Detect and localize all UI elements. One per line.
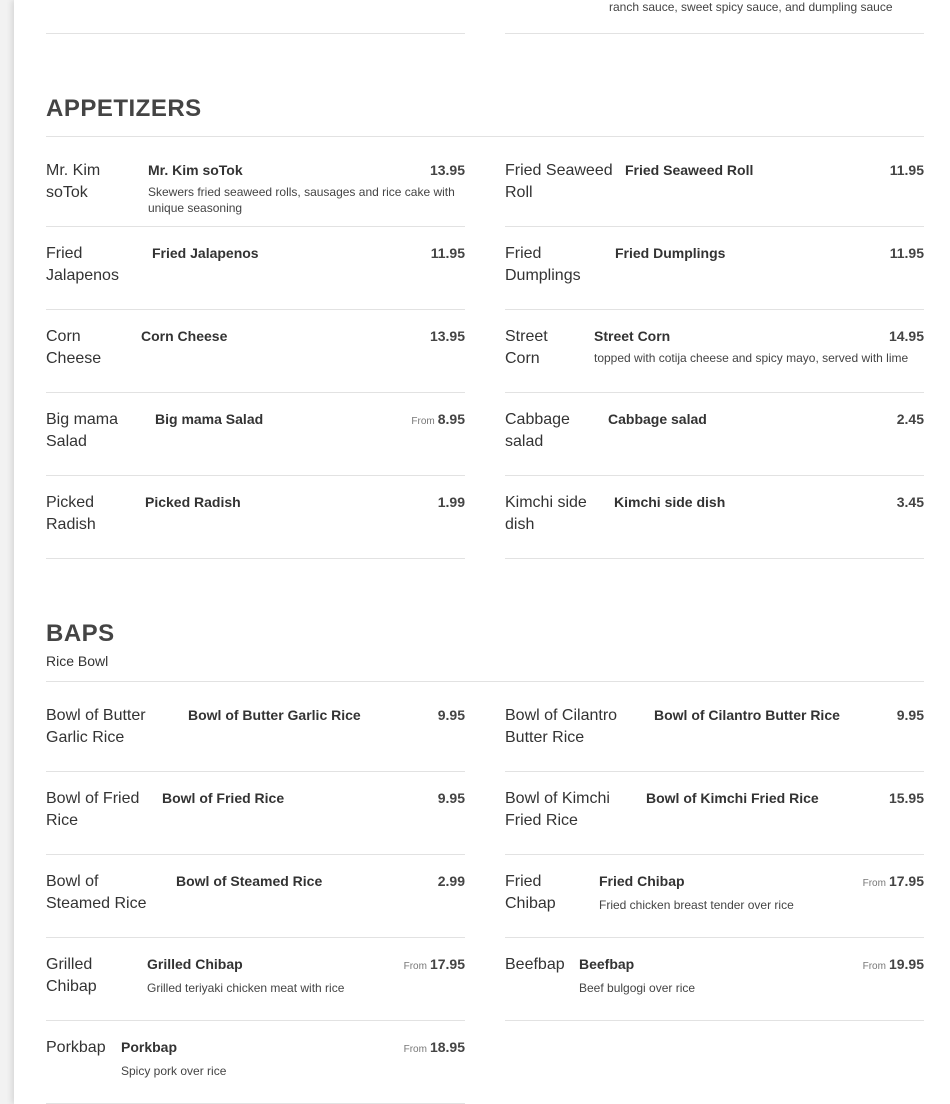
menu-item[interactable]	[505, 144, 924, 227]
menu-item[interactable]	[505, 393, 924, 476]
menu-item[interactable]	[505, 310, 924, 393]
menu-item[interactable]	[46, 393, 465, 476]
item-price: 1.99	[437, 494, 465, 510]
menu-item[interactable]	[46, 310, 465, 393]
item-description: Grilled teriyaki chicken meat with rice	[147, 981, 345, 995]
item-image: Kimchi side dish	[505, 494, 587, 533]
item-image: Mr. Kim soTok	[46, 162, 101, 201]
item-image: Fried Seaweed Roll	[505, 162, 613, 201]
item-image: Bowl of Cilantro Butter Rice	[505, 707, 618, 746]
item-name: Picked Radish	[145, 494, 241, 510]
item-price: 9.95	[437, 707, 465, 723]
item-description: Fried chicken breast tender over rice	[599, 898, 794, 912]
item-image: Cabbage salad	[505, 411, 570, 450]
section-divider	[46, 136, 924, 137]
item-name: Street Corn	[594, 328, 671, 344]
item-price: From 17.95	[403, 956, 465, 972]
menu-item[interactable]	[505, 772, 924, 855]
menu-item[interactable]	[46, 1021, 465, 1104]
item-image: Beefbap	[505, 956, 565, 973]
menu-item[interactable]	[505, 476, 924, 559]
item-price: 2.99	[437, 873, 465, 889]
section-title-appetizers: APPETIZERS	[46, 95, 202, 122]
item-image: Fried Chibap	[505, 873, 556, 912]
item-image: Grilled Chibap	[46, 956, 97, 995]
item-image: Corn Cheese	[46, 328, 102, 367]
item-name: Corn Cheese	[141, 328, 228, 344]
item-name: Bowl of Steamed Rice	[176, 873, 323, 889]
item-description: Spicy pork over rice	[121, 1064, 227, 1078]
item-name: Bowl of Kimchi Fried Rice	[646, 790, 819, 806]
item-name: Bowl of Butter Garlic Rice	[188, 707, 361, 723]
item-name: Fried Jalapenos	[152, 245, 259, 261]
item-price: 14.95	[888, 328, 924, 344]
item-name: Fried Dumplings	[615, 245, 726, 261]
item-name: Mr. Kim soTok	[148, 162, 243, 178]
item-price: 13.95	[429, 162, 465, 178]
item-price: From 8.95	[411, 411, 465, 427]
item-name: Porkbap	[121, 1039, 178, 1055]
item-name: Bowl of Cilantro Butter Rice	[654, 707, 840, 723]
item-price: From 17.95	[862, 873, 924, 889]
item-price: 11.95	[889, 162, 924, 178]
item-image: Porkbap	[46, 1039, 106, 1056]
item-name: Grilled Chibap	[147, 956, 243, 972]
item-image: Street Corn	[505, 328, 548, 367]
item-price: 2.45	[896, 411, 924, 427]
section-divider	[46, 681, 924, 682]
item-price: 3.45	[896, 494, 924, 510]
item-price: 15.95	[888, 790, 924, 806]
menu-item[interactable]	[46, 227, 465, 310]
item-image: Picked Radish	[46, 494, 96, 533]
item-image: Bowl of Kimchi Fried Rice	[505, 790, 610, 829]
divider	[505, 33, 924, 34]
divider	[46, 33, 465, 34]
item-price: 9.95	[437, 790, 465, 806]
item-price: 11.95	[889, 245, 924, 261]
price-from-label: From	[862, 961, 886, 972]
item-description: topped with cotija cheese and spicy mayo, served with lime	[594, 351, 909, 365]
menu-item[interactable]	[505, 689, 924, 772]
item-description: ranch sauce, sweet spicy sauce, and dumpling sauce	[609, 0, 893, 14]
menu-item[interactable]	[46, 855, 465, 938]
item-name: Fried Seaweed Roll	[625, 162, 754, 178]
item-image: Bowl of Steamed Rice	[46, 873, 147, 912]
item-price: 11.95	[430, 245, 465, 261]
price-from-label: From	[411, 416, 435, 427]
price-from-label: From	[403, 961, 427, 972]
item-description: Beef bulgogi over rice	[579, 981, 696, 995]
menu-item[interactable]	[505, 227, 924, 310]
menu-item[interactable]	[46, 938, 465, 1021]
item-name: Fried Chibap	[599, 873, 685, 889]
item-price: From 18.95	[403, 1039, 465, 1055]
item-description: Skewers fried seaweed rolls, sausages and rice cake with unique seasoning	[148, 185, 455, 215]
item-name: Bowl of Fried Rice	[162, 790, 285, 806]
section-subtitle: Rice Bowl	[46, 653, 109, 669]
price-from-label: From	[862, 878, 886, 889]
item-name: Cabbage salad	[608, 411, 707, 427]
section-title-baps: BAPS	[46, 620, 115, 647]
item-name: Beefbap	[579, 956, 635, 972]
item-image: Big mama Salad	[46, 411, 119, 450]
item-price: From 19.95	[862, 956, 924, 972]
menu-item[interactable]	[46, 772, 465, 855]
price-from-label: From	[403, 1044, 427, 1055]
item-name: Kimchi side dish	[614, 494, 726, 510]
item-price: 13.95	[429, 328, 465, 344]
menu-item[interactable]	[505, 938, 924, 1021]
item-image: Bowl of Fried Rice	[46, 790, 140, 829]
menu-item[interactable]	[505, 855, 924, 938]
menu-page	[14, 0, 950, 1104]
menu-item[interactable]	[46, 689, 465, 772]
item-price: 9.95	[896, 707, 924, 723]
item-image: Fried Jalapenos	[46, 245, 119, 284]
menu-item[interactable]	[46, 476, 465, 559]
menu-item[interactable]	[46, 144, 465, 227]
item-image: Fried Dumplings	[505, 245, 581, 284]
item-name: Big mama Salad	[155, 411, 264, 427]
item-image: Bowl of Butter Garlic Rice	[46, 707, 146, 746]
